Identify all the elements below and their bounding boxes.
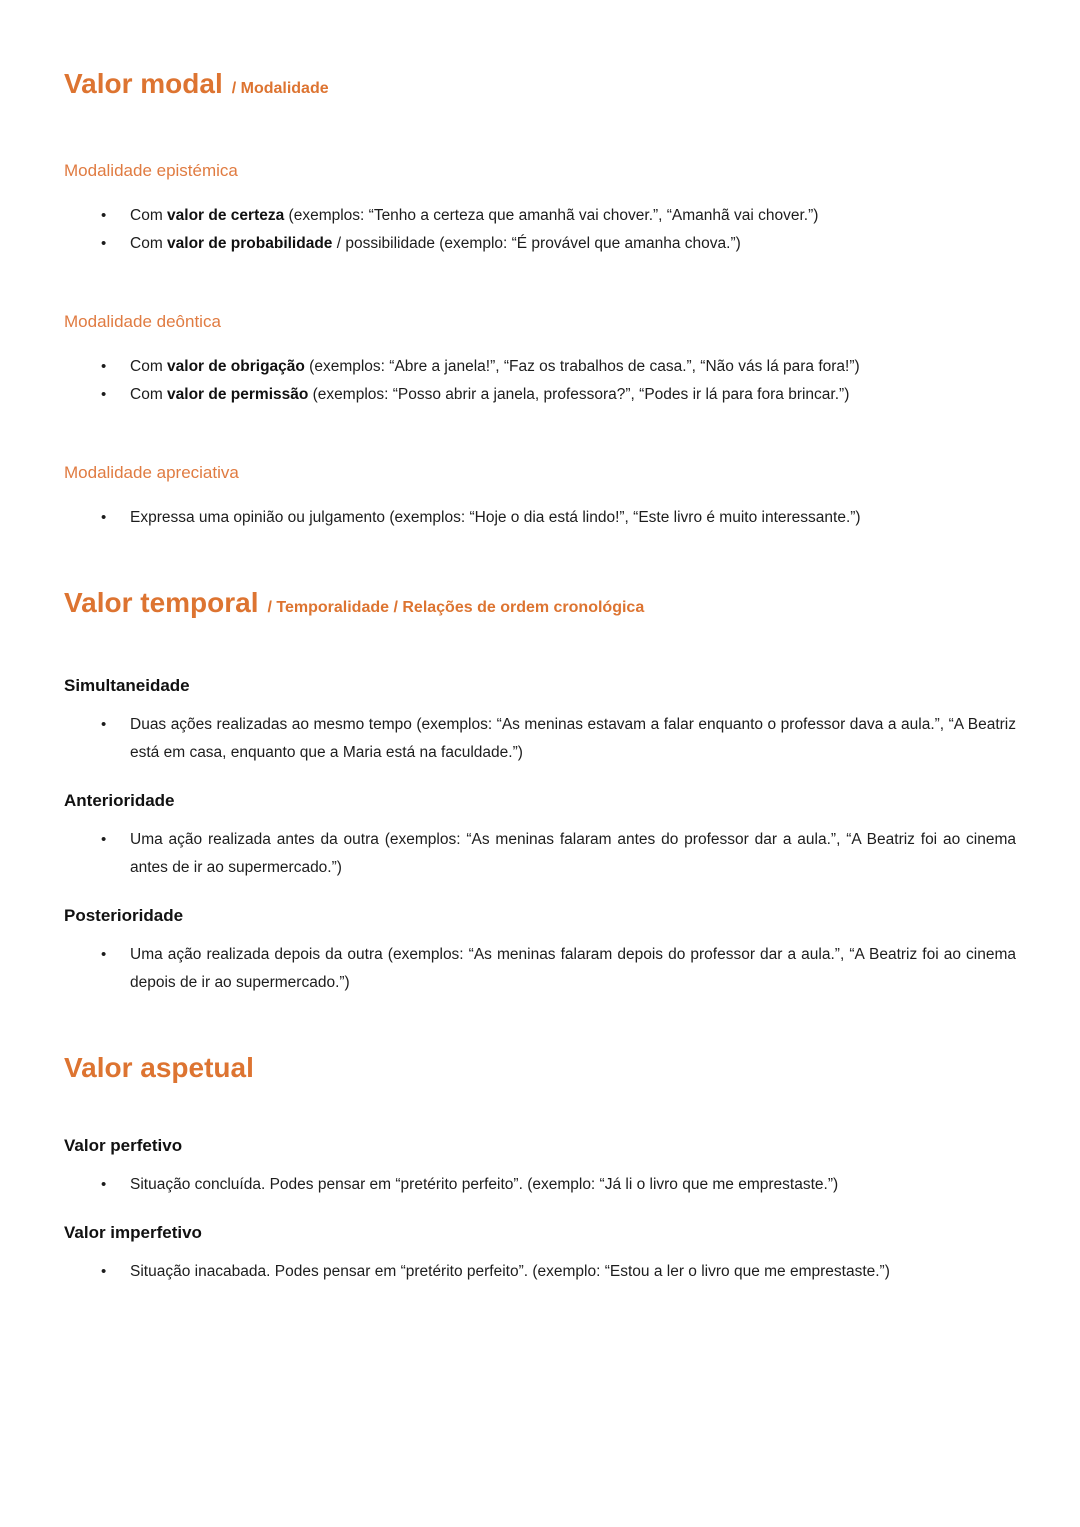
list-item xyxy=(130,381,1016,409)
bullet-list-apreciativa xyxy=(64,504,1016,532)
list-item xyxy=(130,353,1016,381)
subheading-modalidade-epistemica: Modalidade epistémica xyxy=(64,161,238,180)
list-item xyxy=(130,504,1016,532)
text-run: Com xyxy=(130,207,168,224)
subheading-valor-perfetivo: Valor perfetivo xyxy=(64,1136,183,1155)
subheading-valor-imperfetivo: Valor imperfetivo xyxy=(64,1223,202,1242)
list-item xyxy=(130,711,1016,767)
section-subtitle: / Modalidade xyxy=(231,80,329,97)
list-item xyxy=(130,826,1016,882)
bullet-list-posterioridade xyxy=(64,941,1016,997)
list-item xyxy=(130,1171,1016,1199)
list-item xyxy=(130,1258,1016,1286)
bold-text-run: valor de probabilidade xyxy=(167,235,333,252)
text-run: Uma ação realizada depois da outra (exemplos: “As meninas falaram depois do professor dar a aula.”, “A Beatriz foi ao cinema depois de ir ao supermercado.”) xyxy=(130,946,1016,991)
text-run: Uma ação realizada antes da outra (exemplos: “As meninas falaram antes do professor dar a aula.”, “A Beatriz foi ao cinema antes de ir ao supermercado.”) xyxy=(130,831,1016,876)
section-title: Valor temporal xyxy=(64,587,259,618)
text-run: Situação inacabada. Podes pensar em “pretérito perfeito”. (exemplo: “Estou a ler o livro que me emprestaste.”) xyxy=(130,1263,890,1280)
text-run: Com xyxy=(130,358,168,375)
bullet-list-perfetivo xyxy=(64,1171,1016,1199)
bold-text-run: valor de obrigação xyxy=(167,358,305,375)
subheading-modalidade-deontica: Modalidade deôntica xyxy=(64,312,221,331)
section-heading-valor-aspetual xyxy=(64,1050,1016,1086)
list-item xyxy=(130,230,1016,258)
bullet-list-simultaneidade xyxy=(64,711,1016,767)
bullet-list-imperfetivo xyxy=(64,1258,1016,1286)
section-subtitle: / Temporalidade / Relações de ordem cronológica xyxy=(267,599,645,616)
text-run: (exemplos: “Tenho a certeza que amanhã vai chover.”, “Amanhã vai chover.”) xyxy=(284,207,819,224)
text-run: Duas ações realizadas ao mesmo tempo (exemplos: “As meninas estavam a falar enquanto o professor dava a aula.”, “A Beatriz está em casa, enquanto que a Maria está na faculdade.”) xyxy=(130,716,1016,761)
subheading-modalidade-apreciativa: Modalidade apreciativa xyxy=(64,463,239,482)
text-run: / possibilidade (exemplo: “É provável que amanha chova.”) xyxy=(332,235,741,252)
list-item xyxy=(130,941,1016,997)
section-title: Valor aspetual xyxy=(64,1052,254,1083)
text-run: Com xyxy=(130,235,168,252)
text-run: Com xyxy=(130,386,168,403)
text-run: (exemplos: “Abre a janela!”, “Faz os trabalhos de casa.”, “Não vás lá para fora!”) xyxy=(304,358,860,375)
bold-text-run: valor de permissão xyxy=(167,386,309,403)
section-heading-valor-modal xyxy=(64,66,1016,107)
subheading-simultaneidade: Simultaneidade xyxy=(64,676,190,695)
section-heading-valor-temporal xyxy=(64,585,1016,626)
list-item xyxy=(130,202,1016,230)
section-title: Valor modal xyxy=(64,68,223,99)
text-run: (exemplos: “Posso abrir a janela, professora?”, “Podes ir lá para fora brincar.”) xyxy=(308,386,850,403)
bullet-list-deontica xyxy=(64,353,1016,409)
bullet-list-epistemica xyxy=(64,202,1016,258)
text-run: Expressa uma opinião ou julgamento (exemplos: “Hoje o dia está lindo!”, “Este livro é muito interessante.”) xyxy=(130,509,861,526)
text-run: Situação concluída. Podes pensar em “pretérito perfeito”. (exemplo: “Já li o livro que me emprestaste.”) xyxy=(130,1176,839,1193)
subheading-posterioridade: Posterioridade xyxy=(64,906,184,925)
subheading-anterioridade: Anterioridade xyxy=(64,791,175,810)
bold-text-run: valor de certeza xyxy=(167,207,285,224)
bullet-list-anterioridade xyxy=(64,826,1016,882)
